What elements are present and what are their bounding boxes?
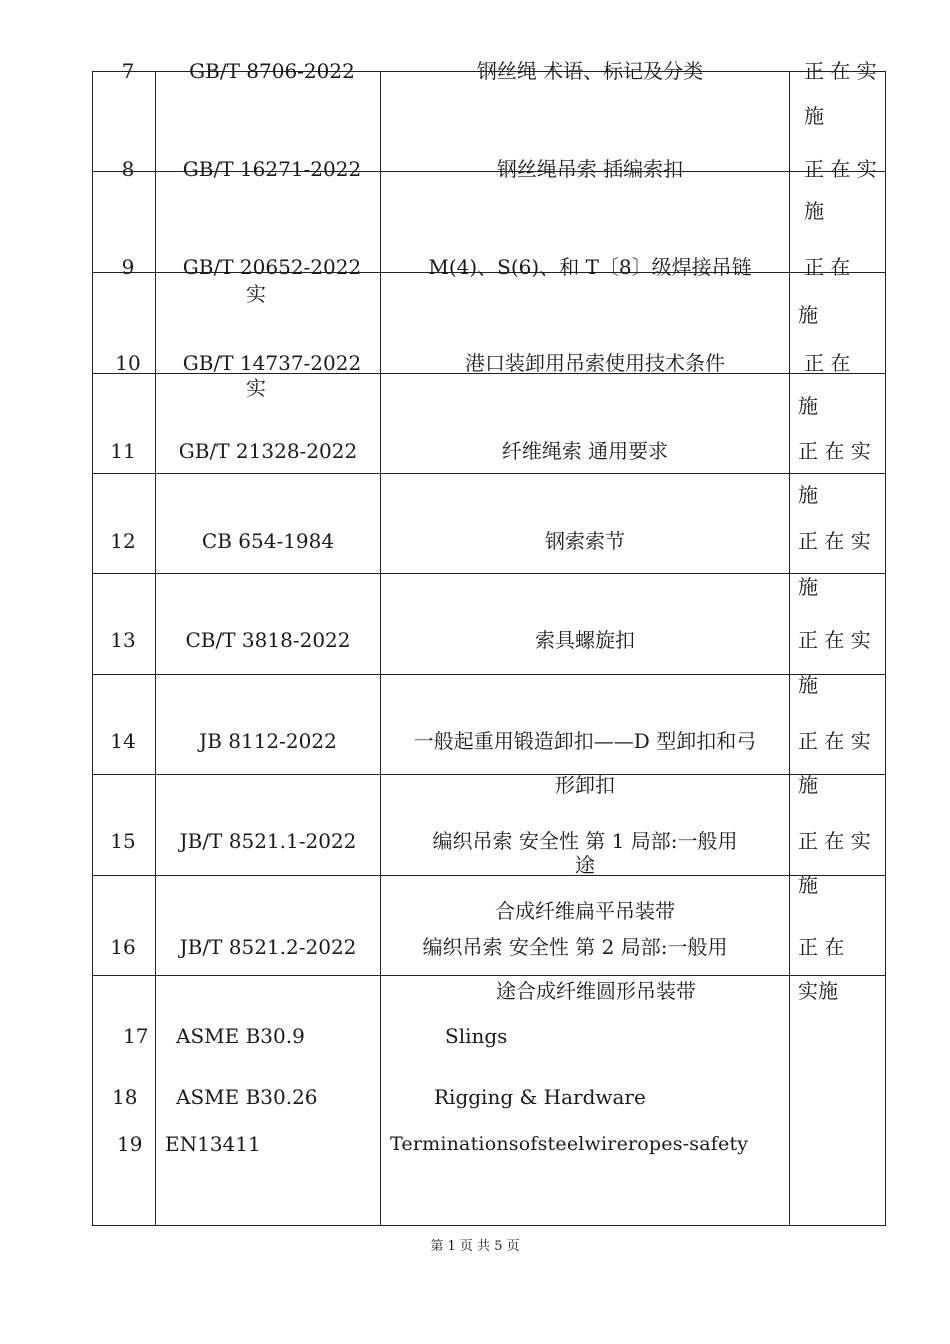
table-line [92, 774, 886, 775]
status-text: 实施 [798, 979, 838, 1003]
standard-code: JB/T 8521.2-2022 [179, 935, 357, 959]
standard-title: 编织吊索 安全性 第 1 局部:一般用 [432, 829, 738, 853]
row-number: 17 [123, 1024, 149, 1048]
standard-title: Terminationsofsteelwireropes-safety [390, 1133, 749, 1155]
status-text: 施 [798, 575, 818, 599]
standard-title: 纤维绳索 通用要求 [501, 439, 669, 463]
status-text: 施 [804, 199, 824, 223]
status-text: 正 在 [804, 351, 851, 375]
status-text: 正 在 实 [798, 628, 871, 652]
standard-code: GB/T 14737-2022 [182, 351, 362, 375]
status-text: 施 [798, 673, 818, 697]
table-line [789, 71, 790, 1225]
status-text: 正 在 实 [804, 157, 877, 181]
row-number: 14 [110, 729, 136, 753]
standard-code: ASME B30.26 [176, 1085, 318, 1109]
standard-code: GB/T 16271-2022 [182, 157, 362, 181]
standard-code: GB/T 8706-2022 [189, 59, 355, 83]
standard-title: 钢索索节 [545, 529, 625, 553]
row-number: 16 [110, 935, 136, 959]
standard-title: 钢丝绳 术语、标记及分类 [476, 59, 704, 83]
standard-code: CB 654-1984 [201, 529, 335, 553]
row-number: 19 [117, 1132, 143, 1156]
status-text: 正 在 实 [798, 529, 871, 553]
standard-code: GB/T 20652-2022 [182, 255, 362, 279]
table-line [885, 71, 886, 1225]
status-text: 正 在 实 [798, 829, 871, 853]
status-text: 施 [798, 773, 818, 797]
standard-code: ASME B30.9 [176, 1024, 305, 1048]
status-text: 正 在 实 [798, 729, 871, 753]
standard-title: Slings [445, 1024, 508, 1048]
standard-code: CB/T 3818-2022 [185, 628, 351, 652]
standard-title: 形卸扣 [555, 773, 615, 797]
table-line [92, 674, 886, 675]
status-text: 正 在 实 [804, 59, 877, 83]
standard-code: EN13411 [165, 1132, 261, 1156]
row-number: 7 [121, 59, 135, 83]
page-footer: 第 1 页 共 5 页 [430, 1239, 520, 1254]
standard-title: 钢丝绳吊索 插编索扣 [496, 157, 684, 181]
row-number: 11 [110, 439, 136, 463]
table-line [155, 71, 156, 1225]
table-line [92, 975, 886, 976]
table-line [92, 71, 93, 1225]
status-text: 正 在 实 [798, 439, 871, 463]
standard-code: JB/T 8521.1-2022 [179, 829, 357, 853]
row-number: 12 [110, 529, 136, 553]
table-line [92, 875, 886, 876]
table-line [92, 1225, 886, 1226]
status-text: 施 [798, 303, 818, 327]
standard-title: M(4)、S(6)、和 T〔8〕级焊接吊链 [428, 255, 752, 279]
standard-title: Rigging & Hardware [434, 1085, 646, 1109]
standard-title: 编织吊索 安全性 第 2 局部:一般用 [422, 935, 728, 959]
status-text: 正 在 [798, 935, 845, 959]
row-number: 10 [115, 351, 141, 375]
row-number: 13 [110, 628, 136, 652]
status-text: 施 [804, 104, 824, 128]
standard-title: 一般起重用锻造卸扣——D 型卸扣和弓 [413, 729, 757, 753]
row-number: 15 [110, 829, 136, 853]
row-number: 18 [112, 1085, 138, 1109]
status-text: 施 [798, 394, 818, 418]
standard-title: 途 [575, 853, 595, 877]
standard-code-overflow: 实 [246, 282, 266, 306]
standard-code: JB 8112-2022 [199, 729, 337, 753]
table-line [92, 573, 886, 574]
standard-code: GB/T 21328-2022 [178, 439, 358, 463]
row-number: 8 [121, 157, 135, 181]
standard-title: 港口装卸用吊索使用技术条件 [465, 351, 725, 375]
status-text: 正 在 [804, 255, 851, 279]
standard-title: 途合成纤维圆形吊装带 [496, 979, 696, 1003]
table-line [92, 473, 886, 474]
standard-title: 合成纤维扁平吊装带 [495, 899, 675, 923]
status-text: 施 [798, 483, 818, 507]
standard-title: 索具螺旋扣 [535, 628, 635, 652]
status-text: 施 [798, 873, 818, 897]
standard-code-overflow: 实 [246, 376, 266, 400]
row-number: 9 [121, 255, 135, 279]
table-line [380, 71, 381, 1225]
